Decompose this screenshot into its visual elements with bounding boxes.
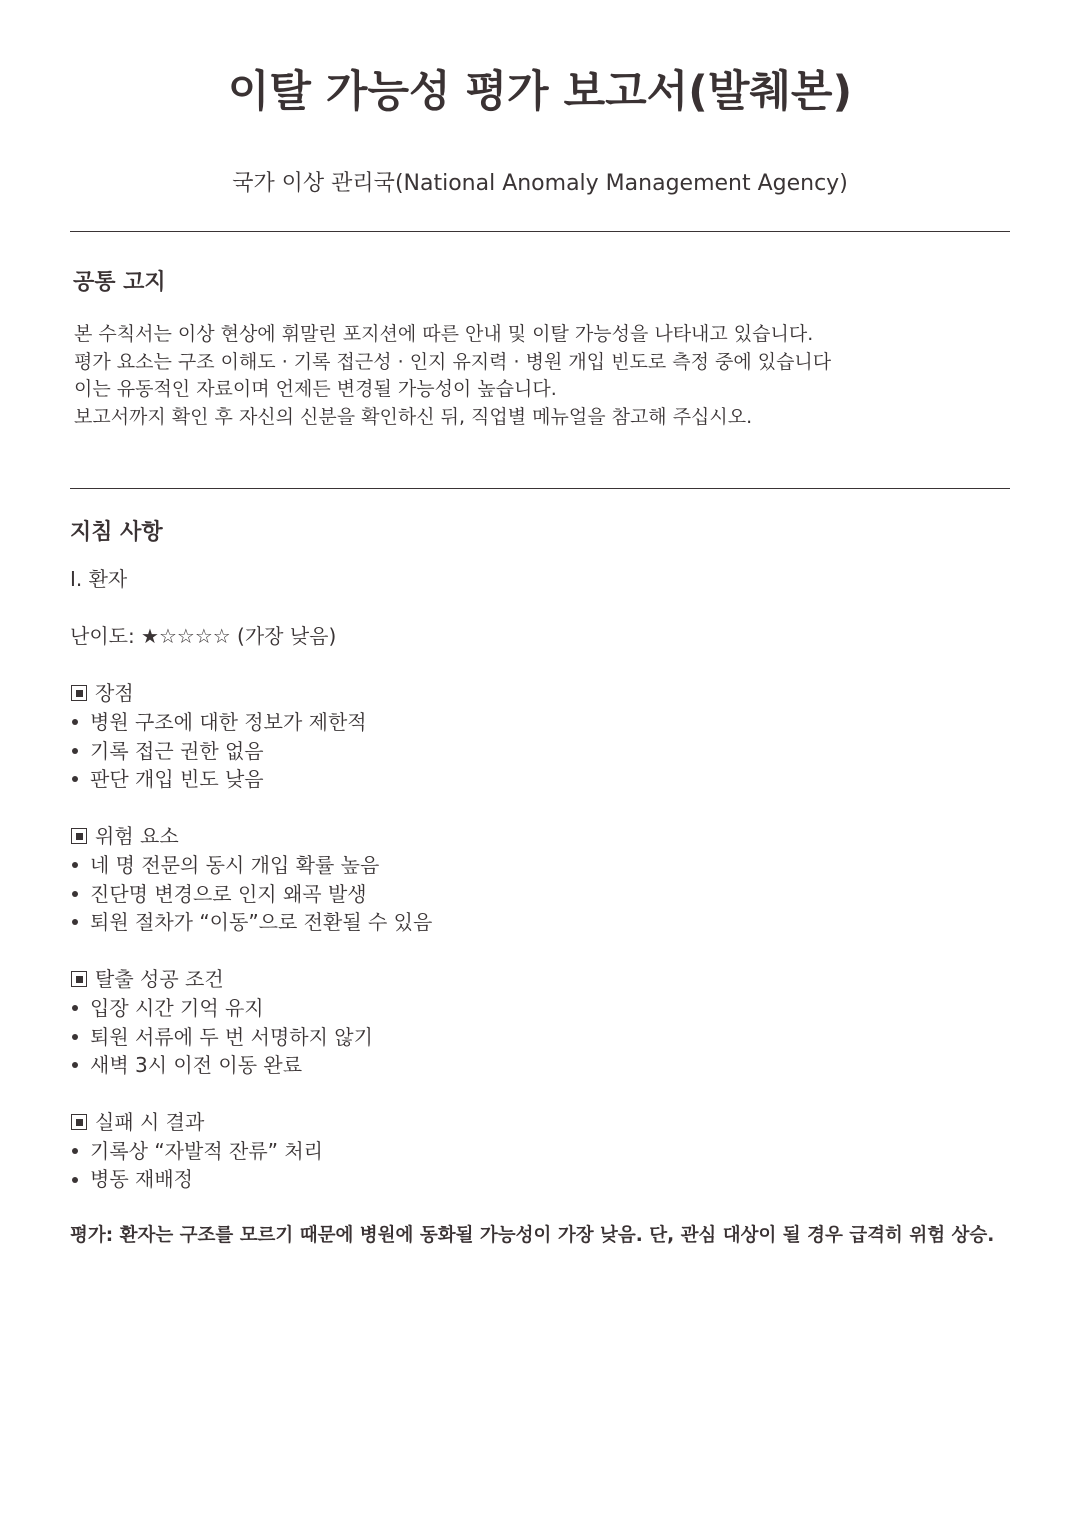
bullet-icon (72, 1148, 78, 1154)
list-item: 퇴원 절차가 “이동”으로 전환될 수 있음 (70, 908, 1020, 937)
notice-line: 본 수칙서는 이상 현상에 휘말린 포지션에 따른 안내 및 이탈 가능성을 나타내고 있습니다. (74, 323, 814, 345)
notice-line: 평가 요소는 구조 이해도 · 기록 접근성 · 인지 유지력 · 병원 개입 빈도로 측정 중에 있습니다 (74, 350, 832, 373)
bullet-icon (72, 1062, 78, 1068)
list-item: 병동 재배정 (70, 1165, 1020, 1194)
notice-heading: 공통 고지 (73, 270, 166, 295)
filled-square-box-icon (71, 1114, 87, 1130)
role-label: I. 환자 (70, 567, 128, 591)
bullet-icon (72, 1034, 78, 1040)
group-failure-results (70, 1108, 1020, 1194)
group-title: 장점 (95, 681, 134, 706)
list-item: 판단 개입 빈도 낮음 (70, 765, 1020, 794)
group-strengths (70, 679, 1020, 793)
notice-body (74, 321, 1004, 431)
list-item: 퇴원 서류에 두 번 서명하지 않기 (70, 1023, 1020, 1052)
list-item: 네 명 전문의 동시 개입 확률 높음 (70, 851, 1020, 880)
bullet-icon (72, 919, 78, 925)
group-title: 위험 요소 (95, 824, 179, 849)
document-title: 이탈 가능성 평가 보고서(발췌본) (227, 67, 853, 117)
bullet-icon (72, 776, 78, 782)
bullet-icon (72, 748, 78, 754)
bullet-icon (72, 719, 78, 725)
group-title: 실패 시 결과 (95, 1110, 205, 1135)
list-item: 기록 접근 권한 없음 (70, 737, 1020, 766)
group-risks (70, 822, 1020, 936)
evaluation-summary: 평가: 환자는 구조를 모르기 때문에 병원에 동화될 가능성이 가장 낮음. 단, 관심 대상이 될 경우 급격히 위험 상승. (70, 1225, 995, 1246)
filled-square-box-icon (71, 685, 87, 701)
difficulty-rating: 난이도: ★☆☆☆☆ (가장 낮음) (70, 624, 337, 649)
divider-top (70, 231, 1010, 232)
group-title: 탈출 성공 조건 (95, 967, 224, 992)
group-escape-conditions (70, 965, 1020, 1079)
document-subtitle: 국가 이상 관리국(National Anomaly Management Agency) (232, 171, 848, 196)
list-item: 기록상 “자발적 잔류” 처리 (70, 1137, 1020, 1166)
list-item: 진단명 변경으로 인지 왜곡 발생 (70, 880, 1020, 909)
guidelines-section (70, 565, 1020, 1194)
list-item: 병원 구조에 대한 정보가 제한적 (70, 708, 1020, 737)
filled-square-box-icon (71, 828, 87, 844)
divider-middle (70, 488, 1010, 489)
notice-line: 이는 유동적인 자료이며 언제든 변경될 가능성이 높습니다. (74, 378, 557, 400)
bullet-icon (72, 862, 78, 868)
list-item: 새벽 3시 이전 이동 완료 (70, 1051, 1020, 1080)
filled-square-box-icon (71, 971, 87, 987)
guidelines-heading: 지침 사항 (70, 520, 163, 545)
list-item: 입장 시간 기억 유지 (70, 994, 1020, 1023)
notice-line: 보고서까지 확인 후 자신의 신분을 확인하신 뒤, 직업별 메뉴얼을 참고해 주십시오. (74, 405, 753, 428)
bullet-icon (72, 891, 78, 897)
bullet-icon (72, 1177, 78, 1183)
bullet-icon (72, 1005, 78, 1011)
